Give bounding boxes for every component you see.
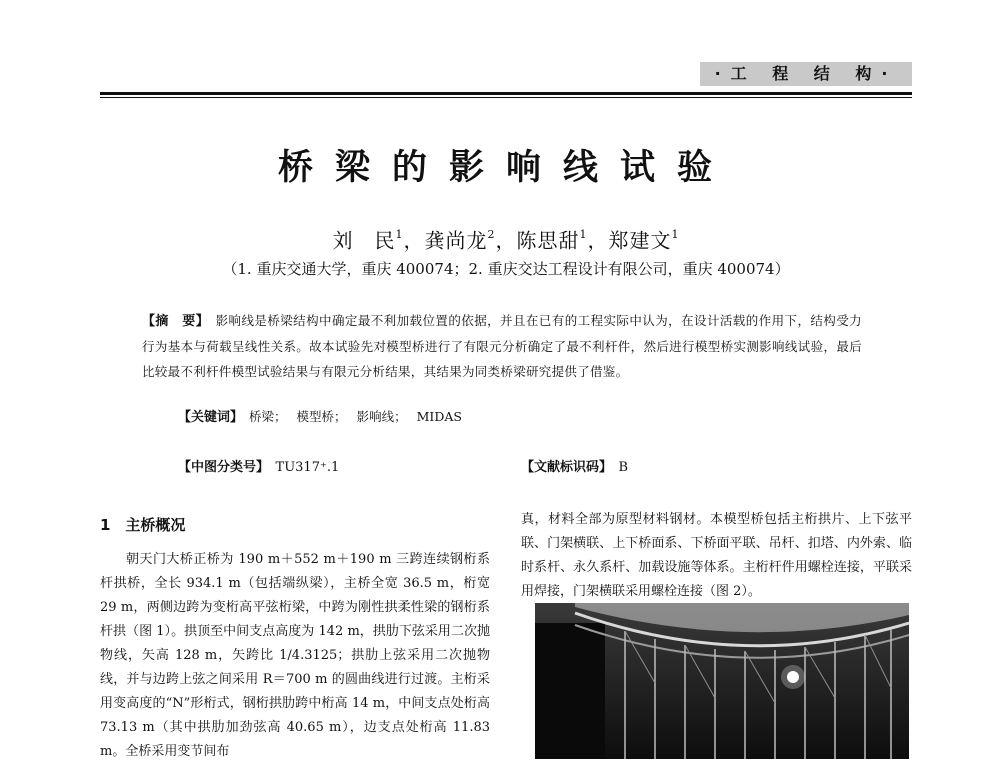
- author-separator: ，: [403, 228, 425, 253]
- classification-number: [178, 457, 339, 479]
- author-name: 陈思甜: [516, 228, 580, 253]
- classification-label: 【中图分类号】: [178, 460, 263, 475]
- author-affil-mark: 1: [395, 228, 404, 241]
- keywords-label: 【关键词】: [178, 410, 237, 425]
- author-separator: ，: [495, 228, 517, 253]
- author-separator: ，: [587, 228, 609, 253]
- body-paragraph: 真，材料全部为原型材料钢材。本模型桥包括主桁拱片、上下弦平联、门架横联、上下桥面系、下桥面平联、吊杆、扣塔、内外索、临时系杆、永久系杆、加载设施等体系。主桁杆件用螺栓连接，平联采用焊接，门架横联采用螺栓连接（图 2）。: [521, 512, 912, 599]
- keyword-item: 桥梁；: [249, 409, 287, 424]
- author-affil-mark: 1: [579, 228, 588, 241]
- header-rule-thick: [100, 92, 912, 95]
- document-code-label: 【文献标识码】: [521, 460, 606, 475]
- bridge-model-photo: [535, 603, 909, 759]
- header-rule-thin: [100, 97, 912, 98]
- author-affil-mark: 2: [487, 228, 496, 241]
- classification-value: TU317⁺.1: [275, 460, 340, 475]
- body-paragraph: 朝天门大桥正桥为 190 m＋552 m＋190 m 三跨连续钢桁系杆拱桥，全长 934.1 m（包括端纵梁），主桥全宽 36.5 m，桁宽 29 m，两侧边跨为变桁高平弦桁梁，中跨为刚性拱柔性梁的钢桁系杆拱（图 1）。拱顶至中间支点高度为 142 m，拱肋下弦采用二次抛物线，矢高 128 m，矢跨比 1/4.3125；拱肋上弦采用二次抛物线，并与边跨上弦之间采用 R＝700 m 的圆曲线进行过渡。主桁采用变高度的“N”形桁式，钢桁拱肋跨中桁高 14 m，中间支点处桁高 73.13 m（其中拱肋加劲弦高 40.65 m），边支点处桁高 11.83 m。全桥采用变节间布: [100, 552, 490, 759]
- left-column: [100, 548, 490, 764]
- keyword-item: MIDAS: [416, 409, 462, 424]
- document-code: [521, 457, 628, 479]
- author-name: 郑建文: [608, 228, 672, 253]
- author-name: 龚尚龙: [424, 228, 488, 253]
- abstract-label: 【摘 要】: [142, 314, 203, 329]
- author-name: 刘 民: [332, 228, 396, 253]
- section-tag: ·工 程 结 构·: [700, 62, 912, 86]
- section-heading: 1 主桥概况: [100, 516, 186, 534]
- keyword-item: 模型桥；: [296, 409, 347, 424]
- document-code-value: B: [618, 460, 629, 475]
- keyword-item: 影响线；: [356, 409, 407, 424]
- abstract: [142, 308, 862, 384]
- article-title: 桥梁的影响线试验: [277, 148, 734, 188]
- author-affil-mark: 1: [671, 228, 680, 241]
- right-column: [521, 508, 912, 604]
- bridge-photo-icon: [535, 603, 909, 759]
- abstract-text: 影响线是桥梁结构中确定最不利加载位置的依据，并且在已有的工程实际中认为，在设计活载的作用下，结构受力行为基本与荷载呈线性关系。故本试验先对模型桥进行了有限元分析确定了最不利杆件，然后进行模型桥实测影响线试验，最后比较最不利杆件模型试验结果与有限元分析结果，其结果为同类桥梁研究提供了借鉴。: [142, 313, 862, 379]
- affiliations: （1. 重庆交通大学，重庆 400074；2. 重庆交达工程设计有限公司，重庆 400074）: [222, 260, 790, 278]
- keywords: [178, 406, 472, 429]
- author-list: [100, 222, 912, 256]
